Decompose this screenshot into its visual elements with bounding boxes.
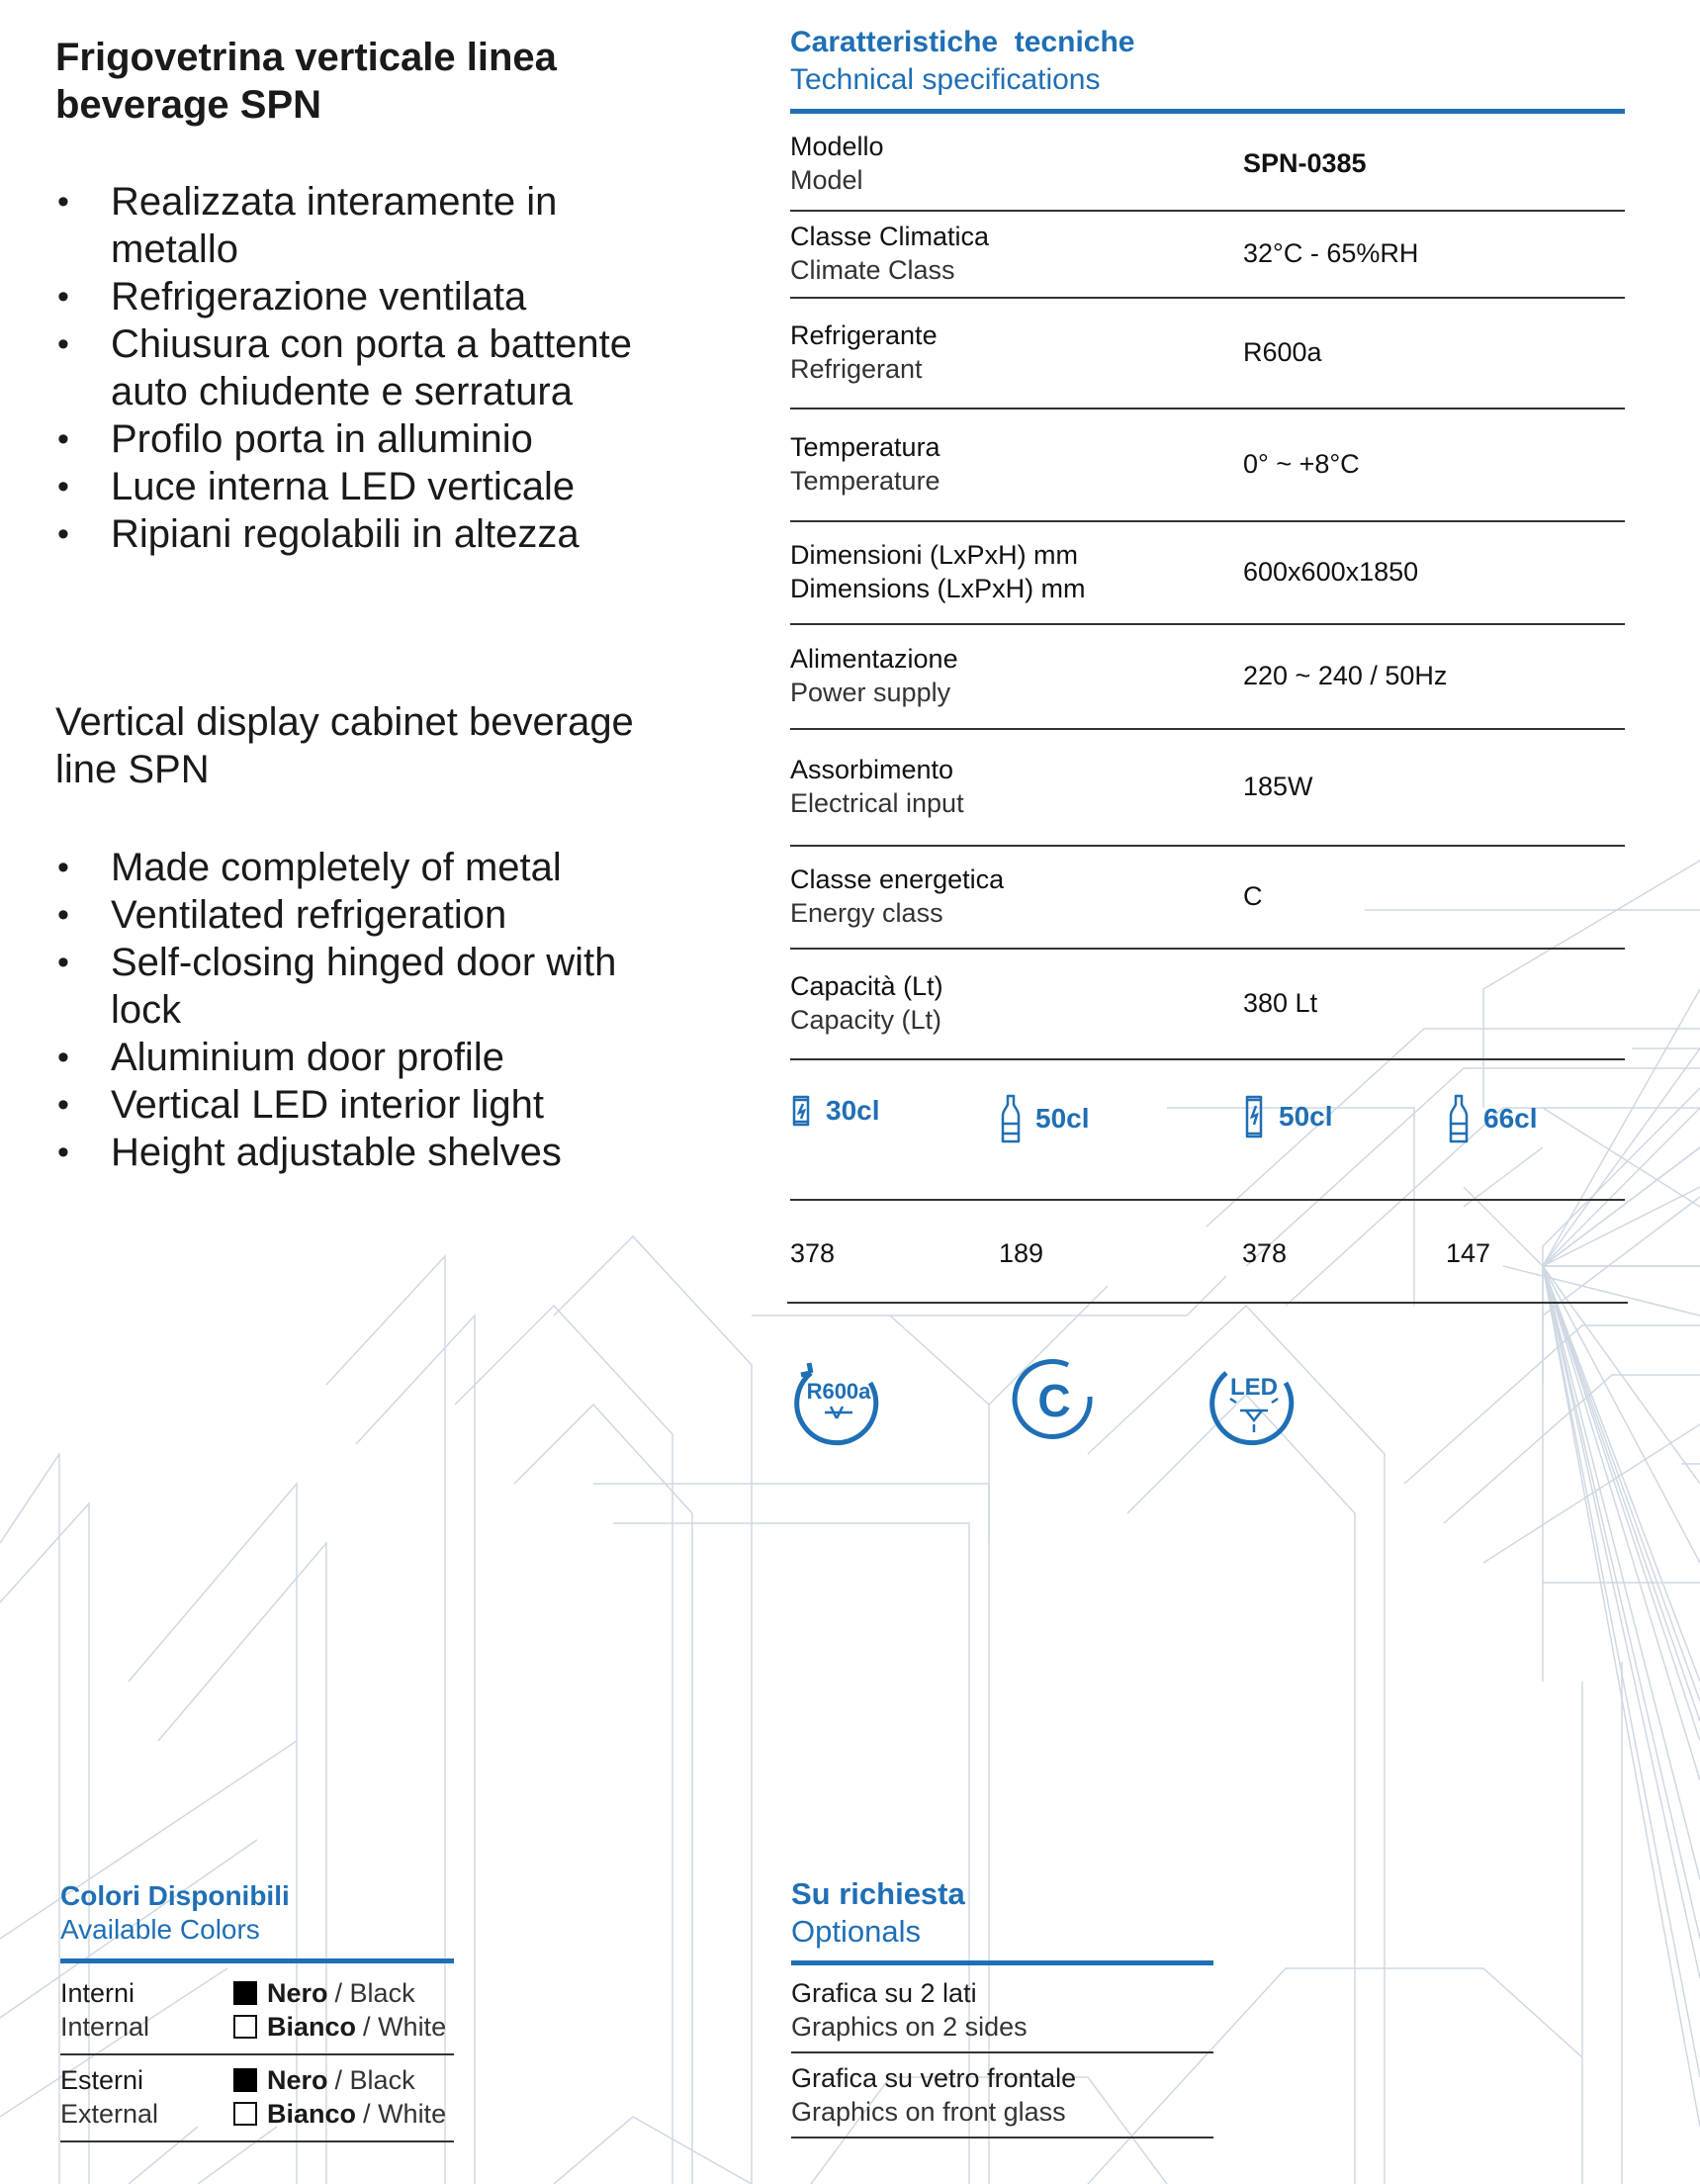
spec-label-it: Refrigerante	[790, 320, 938, 350]
feature-item: • Refrigerazione ventilata	[55, 273, 688, 320]
spec-header	[790, 24, 1625, 114]
spec-row	[790, 297, 1625, 410]
spec-title	[790, 24, 1625, 99]
capacity-item	[790, 1094, 880, 1128]
optionals-title-divider	[791, 1960, 1213, 1965]
bottle-icon	[1448, 1094, 1470, 1143]
spec-row	[790, 408, 1625, 522]
optionals-table	[791, 1968, 1213, 2138]
led-badge-icon	[1207, 1353, 1301, 1448]
can-icon	[1243, 1094, 1265, 1139]
colors-title-divider	[60, 1958, 454, 1963]
capacity-item	[1448, 1094, 1538, 1143]
spec-label-it: Alimentazione	[790, 644, 958, 674]
spec-label-it: Classe Climatica	[790, 222, 990, 251]
color-label-it: Esterni	[60, 2065, 144, 2095]
spec-value: SPN-0385	[1243, 147, 1367, 178]
black-swatch	[233, 1981, 257, 2005]
colors-title-en: Available Colors	[60, 1914, 260, 1945]
spec-title-it: Caratteristiche tecniche	[790, 26, 1135, 58]
optionals-title	[791, 1875, 1213, 1951]
spec-row	[790, 728, 1625, 847]
spec-value: R600a	[1243, 336, 1322, 367]
color-label-en: External	[60, 2099, 159, 2129]
spec-row	[790, 845, 1625, 950]
spec-value: C	[1243, 880, 1263, 911]
product-title-en: Vertical display cabinet beverage line SPN	[55, 700, 634, 791]
spec-label-en: Energy class	[790, 898, 943, 928]
color-row	[60, 2055, 454, 2142]
colors-table	[60, 1968, 454, 2142]
spec-value: 380 Lt	[1243, 987, 1318, 1018]
capacity-item	[1243, 1094, 1333, 1139]
white-swatch	[233, 2015, 257, 2039]
refrigerant-badge-icon	[791, 1353, 886, 1448]
spec-row	[790, 117, 1625, 212]
feature-item: • Aluminium door profile	[55, 1034, 688, 1081]
color-row	[60, 1968, 454, 2055]
color-option: Nero / Black	[233, 1976, 446, 2010]
spec-value: 32°C - 65%RH	[1243, 237, 1419, 268]
feature-item: • Luce interna LED verticale	[55, 463, 688, 510]
energy-class-badge-text: C	[1037, 1375, 1071, 1426]
spec-label-en: Temperature	[790, 466, 940, 496]
spec-title-divider	[790, 109, 1625, 114]
capacity-icons-row	[790, 1058, 1625, 1201]
optional-label-en: Graphics on front glass	[791, 2097, 1066, 2127]
colors-header	[60, 1879, 456, 1963]
feature-item: • Ventilated refrigeration	[55, 891, 688, 939]
feature-item: • Vertical LED interior light	[55, 1081, 688, 1129]
capacity-count: 378	[1242, 1238, 1288, 1268]
spec-label-it: Modello	[790, 132, 884, 161]
spec-label-en: Electrical input	[790, 788, 964, 818]
features-list-it	[55, 178, 688, 558]
energy-class-badge-icon	[1007, 1353, 1102, 1448]
feature-item: • Ripiani regolabili in altezza	[55, 510, 688, 558]
product-title-it: Frigovetrina verticale linea beverage SPN	[55, 36, 557, 127]
capacity-item	[1000, 1094, 1090, 1143]
capacity-size: 66cl	[1483, 1103, 1538, 1134]
spec-label-en: Climate Class	[790, 255, 955, 285]
capacity-size: 30cl	[826, 1095, 880, 1126]
spec-label-it: Classe energetica	[790, 864, 1005, 894]
optionals-title-en: Optionals	[791, 1914, 921, 1949]
colors-title	[60, 1879, 456, 1947]
spec-value: 185W	[1243, 771, 1313, 801]
refrigerant-badge-text: R600a	[806, 1379, 871, 1404]
color-option: Bianco / White	[233, 2010, 446, 2044]
optional-label-it: Grafica su 2 lati	[791, 1978, 977, 2008]
features-list-en	[55, 844, 688, 1176]
spec-label-it: Assorbimento	[790, 755, 954, 784]
spec-row	[790, 520, 1625, 625]
feature-item: • Realizzata interamente in metallo	[55, 178, 688, 273]
optional-row	[791, 2053, 1213, 2138]
feature-item: • Self-closing hinged door with lock	[55, 939, 688, 1034]
capacity-size: 50cl	[1035, 1103, 1090, 1134]
spec-row	[790, 623, 1625, 730]
spec-label-en: Dimensions (LxPxH) mm	[790, 574, 1086, 603]
optionals-title-it: Su richiesta	[791, 1876, 965, 1911]
black-swatch	[233, 2068, 257, 2092]
spec-label-it: Capacità (Lt)	[790, 971, 943, 1001]
colors-title-it: Colori Disponibili	[60, 1880, 290, 1911]
spec-label-it: Temperatura	[790, 432, 940, 462]
color-option: Bianco / White	[233, 2097, 446, 2131]
capacity-size: 50cl	[1279, 1101, 1333, 1132]
spec-label-it: Dimensioni (LxPxH) mm	[790, 540, 1079, 570]
spec-row	[790, 210, 1625, 299]
feature-item: • Profilo porta in alluminio	[55, 415, 688, 463]
capacity-count: 189	[999, 1238, 1044, 1268]
spec-value: 0° ~ +8°C	[1243, 448, 1360, 479]
white-swatch	[233, 2102, 257, 2126]
color-label-it: Interni	[60, 1978, 135, 2008]
capacity-count: 378	[790, 1238, 836, 1268]
feature-item: • Made completely of metal	[55, 844, 688, 891]
spec-label-en: Model	[790, 165, 863, 195]
spec-value: 600x600x1850	[1243, 556, 1419, 587]
spec-title-en: Technical specifications	[790, 63, 1101, 96]
optional-row	[791, 1968, 1213, 2053]
led-badge-text: LED	[1230, 1374, 1278, 1401]
capacity-counts-row	[787, 1199, 1628, 1304]
capacity-count: 147	[1446, 1238, 1491, 1268]
bottle-icon	[1000, 1094, 1022, 1143]
optional-label-en: Graphics on 2 sides	[791, 2012, 1028, 2042]
spec-row	[790, 948, 1625, 1060]
can-icon	[790, 1094, 812, 1128]
optional-label-it: Grafica su vetro frontale	[791, 2063, 1077, 2093]
spec-label-en: Refrigerant	[790, 354, 923, 384]
spec-label-en: Power supply	[790, 678, 951, 707]
spec-label-en: Capacity (Lt)	[790, 1005, 942, 1035]
spec-value: 220 ~ 240 / 50Hz	[1243, 660, 1448, 690]
color-label-en: Internal	[60, 2012, 150, 2042]
color-option: Nero / Black	[233, 2063, 446, 2097]
feature-item: • Chiusura con porta a battente auto chiudente e serratura	[55, 320, 688, 415]
feature-item: • Height adjustable shelves	[55, 1129, 688, 1176]
optionals-header	[791, 1875, 1213, 1965]
